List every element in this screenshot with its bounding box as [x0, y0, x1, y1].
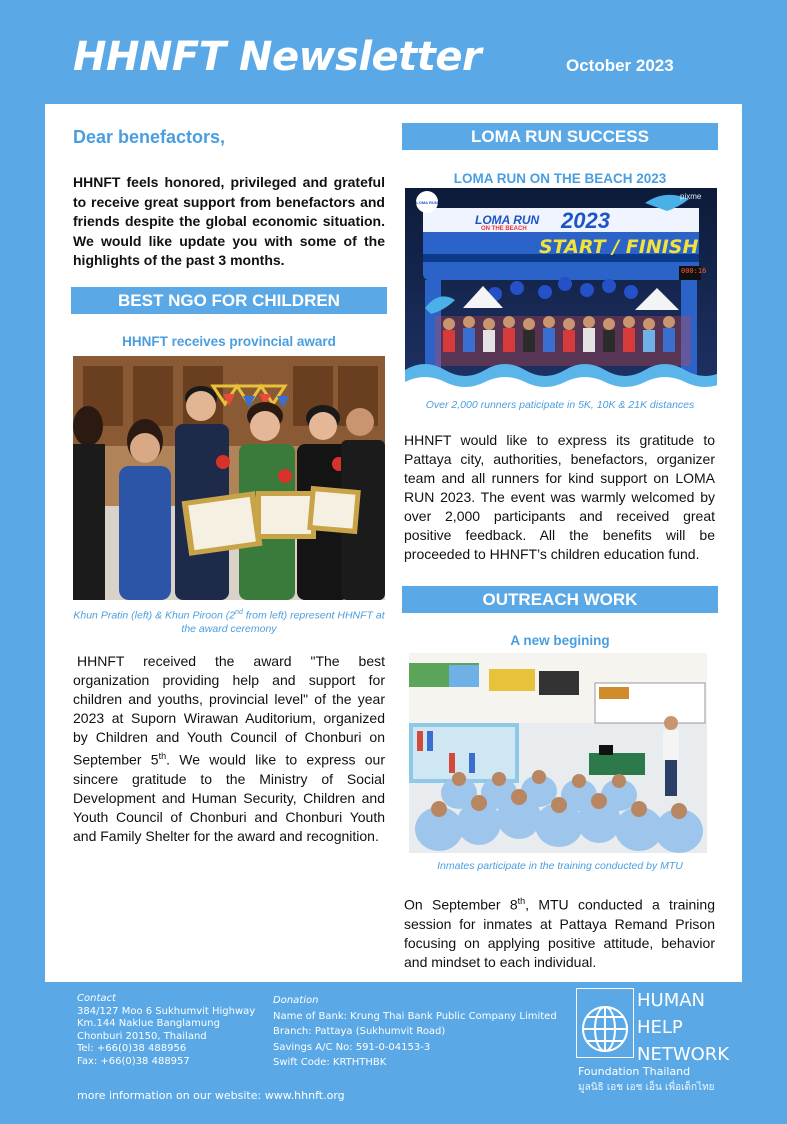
section-band-loma-run: LOMA RUN SUCCESS: [402, 123, 718, 150]
greeting: Dear benefactors,: [73, 127, 226, 147]
caption-text-a: Khun Pratin (left) & Khun Piroon (2: [73, 609, 236, 622]
newsletter-title: HHNFT Newsletter: [73, 34, 482, 80]
logo-word-human: HUMAN: [637, 990, 706, 1011]
website-link[interactable]: more information on our website: www.hhnft.org: [77, 1089, 345, 1102]
loma-run-caption: Over 2,000 runners paticipate in 5K, 10K & 21K distances: [425, 399, 695, 411]
award-body-b: . We would like to express our sincere gratitude to the Ministry of Social Development and Human Security, Children and Youth Council of Chonburi and Chonburi Youth and Family Shelter for the award and recognition.: [73, 751, 385, 844]
banner-on-the-beach-text: ON THE BEACH: [481, 226, 527, 232]
section-band-outreach: OUTREACH WORK: [402, 586, 718, 613]
footer-donation: [273, 993, 557, 1071]
donation-line: Name of Bank: Krung Thai Bank Public Company Limited: [273, 1010, 557, 1022]
outreach-training-photo: [409, 653, 707, 853]
subhead-loma-run: LOMA RUN ON THE BEACH 2023: [453, 171, 667, 186]
contact-line: Km.144 Naklue Banglamung: [77, 1018, 220, 1030]
contact-label: Contact: [77, 993, 116, 1004]
caption-text-b: from left) represent HHNFT at the award ceremony: [181, 609, 385, 635]
donation-line: Branch: Pattaya (Sukhumvit Road): [273, 1026, 446, 1037]
donation-line: Savings A/C No: 591-0-04153-3: [273, 1041, 431, 1053]
banner-year-text: 2023: [561, 208, 610, 233]
logo-foundation-thailand: Foundation Thailand: [578, 1065, 691, 1078]
logo-word-network: NETWORK: [637, 1044, 730, 1065]
outreach-body-sup: th: [517, 896, 526, 906]
outreach-body-paragraph: [404, 892, 715, 972]
outreach-body-b: , MTU conducted a training session for inmates at Pattaya Remand Prison focusing on applying positive attitude, behavior and mindset to each individual.: [404, 896, 715, 970]
award-body-a: HHNFT received the award "The best organization providing help and support for children and youths, provincial level" of the year 2023 at Suporn Wirawan Auditorium, organized by Children and Youth Council of Chonburi on September 5: [73, 653, 385, 768]
globe-icon: [577, 989, 635, 1059]
subhead-award: HHNFT receives provincial award: [122, 334, 336, 349]
outreach-body-a: On September 8: [404, 896, 518, 913]
subhead-outreach: A new begining: [510, 633, 610, 648]
loma-run-photo: [405, 188, 717, 396]
newsletter-date: October 2023: [566, 56, 674, 75]
hhn-logo-wordmark: [637, 987, 729, 1068]
award-body-sup: th: [158, 751, 167, 761]
logo-thai-name: มูลนิธิ เอช เอช เอ็น เพื่อเด็กไทย: [578, 1082, 715, 1093]
left-column: [73, 127, 385, 271]
loma-run-badge-text: LOMA RUN: [416, 200, 438, 205]
logo-word-help: HELP: [637, 1017, 683, 1038]
donation-label: Donation: [273, 995, 319, 1006]
hhn-logo-box: [576, 988, 634, 1058]
race-clock-text: 000:16: [681, 267, 707, 275]
banner-loma-run-text: LOMA RUN: [475, 213, 540, 227]
outreach-caption: Inmates participate in the training conducted by MTU: [437, 860, 683, 872]
banner-start-finish-text: START / FINISH: [539, 236, 699, 258]
contact-line: 384/127 Moo 6 Sukhumvit Highway: [77, 1005, 256, 1017]
intro-paragraph: HHNFT feels honored, privileged and grateful to receive great support from benefactors and friends despite the global economic situation. We would like update you with some of the highlights of the past 3 months.: [73, 174, 385, 268]
award-body-paragraph: [73, 652, 385, 846]
contact-line: Fax: +66(0)38 488957: [77, 1055, 190, 1067]
loma-run-body-paragraph: HHNFT would like to express its gratitude to Pattaya city, authorities, benefactors, organizer team and all runners for kind support on LOMA RUN 2023. The event was warmly welcomed by over 2,000 participants and received great positive feedback. All the benefits will be proceeded to HHNFT’s children education fund.: [404, 432, 715, 562]
pixme-brand-text: pixme: [680, 192, 702, 201]
caption-sup: nd: [235, 609, 243, 616]
donation-line: Swift Code: KRTHTHBK: [273, 1057, 387, 1068]
contact-line: Chonburi 20150, Thailand: [77, 1030, 207, 1042]
section-band-best-ngo: BEST NGO FOR CHILDREN: [71, 287, 387, 314]
award-ceremony-photo: [73, 356, 385, 600]
contact-line: Tel: +66(0)38 488956: [77, 1043, 187, 1055]
award-photo-caption: [73, 606, 385, 636]
footer-contact: [77, 993, 255, 1069]
